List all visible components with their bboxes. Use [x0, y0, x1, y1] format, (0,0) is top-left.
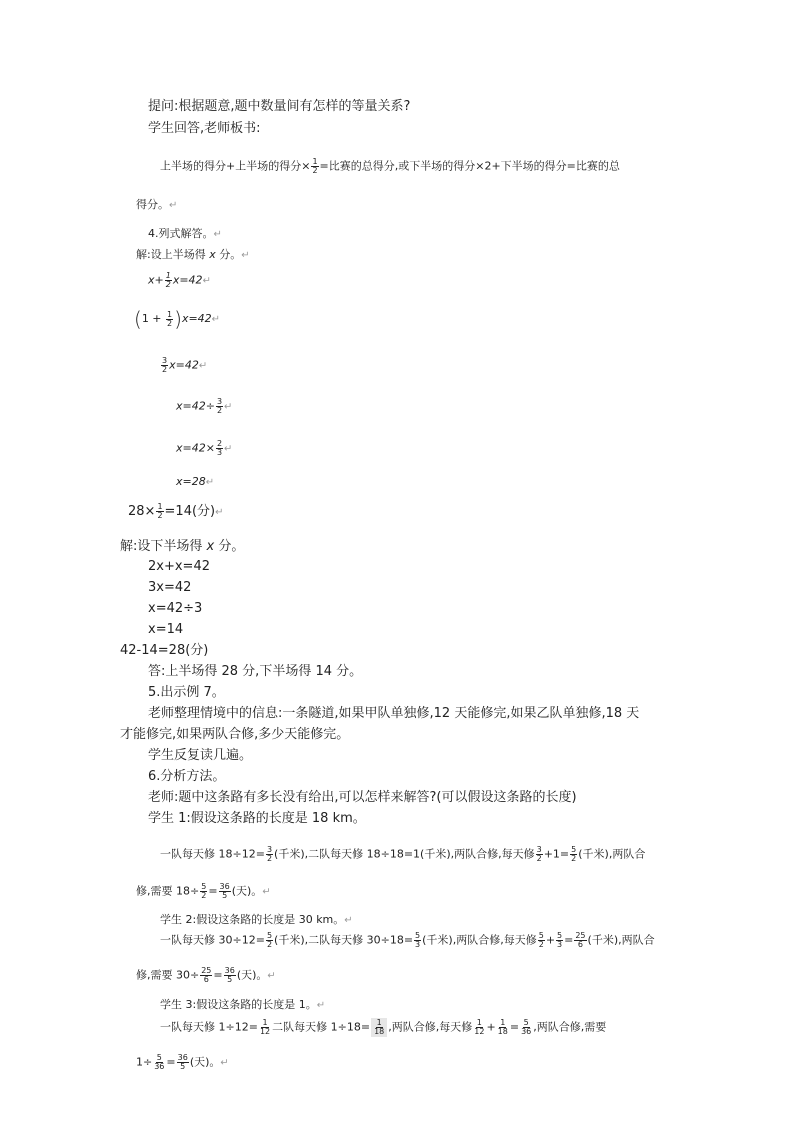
teacher-info-text-2: 才能修完,如果两队合修,多少天能修完。 [120, 727, 350, 742]
let-first-half-line [136, 247, 250, 264]
step-5-text: 5.出示例 7。 [148, 685, 225, 700]
fraction-one-twelfth: $\frac{1}{12}$ [259, 1018, 271, 1036]
s1-text-f: = [208, 884, 218, 898]
s3-text-c: ,两队合修,每天修 [388, 1020, 473, 1034]
eq4-text: x=42÷ [176, 399, 215, 413]
let-text-c: 分。 [215, 248, 242, 261]
paragraph-mark: ↵ [224, 443, 233, 455]
fraction-three-halves: $\frac{3}{2}$ [162, 356, 168, 374]
fraction-thirty-six-fifths: $\frac{36}{5}$ [177, 1053, 188, 1071]
fraction-three-halves: $\frac{3}{2}$ [266, 845, 273, 863]
fraction-half: $\frac{1}{2}$ [165, 271, 171, 289]
equation-f1 [148, 559, 210, 575]
let-text-a: 解:设上半场得 [136, 248, 210, 261]
answer-text: 答:上半场得 28 分,下半场得 14 分。 [148, 664, 363, 679]
student-3-solution [160, 1018, 606, 1037]
relation-continuation [136, 197, 177, 214]
eq2-right: x=42 [181, 312, 212, 325]
s3-text-a: 一队每天修 1÷12= [160, 1020, 258, 1034]
s3-text-b: 二队每天修 1÷18= [272, 1020, 371, 1034]
teacher-question-text: 老师:题中这条路有多长没有给出,可以怎样来解答?(可以假设这条路的长度) [148, 790, 577, 805]
paragraph-mark: ↵ [224, 401, 233, 413]
paragraph-mark: ↵ [220, 1057, 229, 1069]
fraction-one-eighteenth-highlighted: $\frac{1}{18}$ [371, 1018, 387, 1037]
fraction-thirty-six-fifths: $\frac{36}{5}$ [219, 882, 230, 900]
fraction-five-halves: $\frac{5}{2}$ [201, 882, 207, 900]
s1-text-g: (天)。 [231, 884, 263, 898]
student-3-line [160, 997, 325, 1014]
student-1-solution-continuation [136, 883, 271, 901]
eq5-text: x=42× [176, 441, 215, 455]
let2-text-a: 解:设下半场得 [120, 539, 207, 554]
eq1-right: x=42 [172, 273, 203, 287]
equation-f2 [148, 580, 191, 596]
student-3-solution-continuation [136, 1054, 229, 1072]
teacher-info-line [148, 706, 639, 722]
step-4-text: 4.列式解答。 [148, 227, 214, 240]
answer-line [148, 664, 362, 680]
student-2-solution [160, 932, 655, 949]
equation-f5 [120, 643, 208, 659]
fraction-half: $\frac{1}{2}$ [312, 157, 318, 175]
step-6-text: 6.分析方法。 [148, 769, 226, 784]
fraction-twenty-five-sixths: $\frac{25}{6}$ [201, 966, 212, 984]
student-answer-line [148, 121, 261, 137]
paragraph-mark: ↵ [211, 314, 221, 325]
relation-text-a: 上半场的得分+上半场的得分× [160, 159, 311, 173]
fraction-one-twelfth: $\frac{1}{12}$ [474, 1018, 485, 1036]
equation-f3 [148, 601, 202, 617]
relation-end-text: 得分。 [136, 198, 169, 211]
s1-text-d: (千米),两队合 [578, 847, 646, 861]
f3-text: x=42÷3 [148, 601, 203, 616]
student-3-text: 学生 3:假设这条路的长度是 1。 [160, 998, 317, 1011]
let-second-half-line [120, 539, 244, 555]
right-paren: ) [174, 307, 182, 331]
eq7-right: =14(分) [164, 504, 216, 519]
eq1-left: x+ [148, 273, 164, 287]
paragraph-mark: ↵ [169, 200, 178, 211]
s3-text-f: ,两队合修,需要 [533, 1020, 607, 1034]
fraction-three-halves: $\frac{3}{2}$ [216, 397, 223, 415]
teacher-info-text: 老师整理情境中的信息:一条隧道,如果甲队单独修,12 天能修完,如果乙队单独修,18 天 [148, 706, 640, 721]
student-2-line [160, 912, 353, 929]
fraction-five-halves: $\frac{5}{2}$ [571, 845, 577, 863]
fraction-five-thirds: $\frac{5}{3}$ [557, 931, 563, 949]
fraction-five-thirty-sixths: $\frac{5}{36}$ [521, 1018, 532, 1036]
question-line [148, 99, 410, 115]
s3-text-g: 1÷ [136, 1055, 153, 1069]
paragraph-mark: ↵ [267, 970, 276, 982]
fraction-five-halves: $\frac{5}{2}$ [538, 931, 544, 949]
s2-text-h: = [213, 968, 223, 982]
fraction-half: $\frac{1}{2}$ [157, 502, 163, 520]
relation-text-b: =比赛的总得分,或下半场的得分×2+下半场的得分=比赛的总 [319, 159, 620, 173]
question-text: 提问:根据题意,题中数量间有怎样的等量关系? [148, 99, 411, 114]
fraction-three-halves: $\frac{3}{2}$ [536, 845, 542, 863]
s3-text-h: = [166, 1055, 176, 1069]
s2-text-c: (千米),两队合修,每天修 [422, 933, 537, 947]
teacher-info-continuation [120, 727, 349, 743]
f2-text: 3x=42 [148, 580, 192, 595]
equation-7 [128, 503, 224, 521]
paragraph-mark: ↵ [202, 275, 211, 287]
equation-1 [148, 272, 211, 290]
equation-4 [176, 398, 232, 416]
f4-text: x=14 [148, 622, 184, 637]
s3-text-e: = [509, 1020, 520, 1034]
paragraph-mark: ↵ [213, 229, 222, 240]
s2-text-d: + [545, 933, 556, 947]
equation-6 [176, 474, 214, 491]
paragraph-mark: ↵ [241, 250, 250, 261]
paragraph-mark: ↵ [344, 915, 353, 926]
eq3-text: x=42 [169, 358, 199, 372]
s2-text-i: (天)。 [236, 968, 268, 982]
equation-f4 [148, 622, 183, 638]
s2-text-a: 一队每天修 30÷12= [160, 933, 265, 947]
f5-text: 42-14=28(分) [120, 643, 209, 658]
s1-text-c: +1= [543, 847, 570, 861]
student-2-solution-continuation [136, 967, 276, 985]
let2-text-c: 分。 [214, 539, 245, 554]
paragraph-mark: ↵ [205, 477, 215, 488]
fraction-two-thirds: $\frac{2}{3}$ [216, 439, 223, 457]
fraction-twenty-five-sixths: $\frac{25}{6}$ [575, 931, 586, 949]
s3-text-d: + [486, 1020, 496, 1034]
left-paren: ( [134, 307, 142, 331]
step-6-heading [148, 769, 225, 785]
fraction-five-thirds: $\frac{5}{3}$ [415, 931, 421, 949]
s1-text-b: (千米),二队每天修 18÷18=1(千米),两队合修,每天修 [274, 847, 535, 861]
fraction-five-thirty-sixths: $\frac{5}{36}$ [154, 1053, 165, 1071]
fraction-one-eighteenth: $\frac{1}{18}$ [497, 1018, 508, 1036]
eq7-left: 28× [128, 504, 156, 519]
equation-5 [176, 440, 232, 458]
student-1-text: 学生 1:假设这条路的长度是 18 km。 [148, 811, 366, 826]
s2-text-g: 修,需要 30÷ [136, 968, 200, 982]
paragraph-mark: ↵ [215, 507, 224, 518]
student-1-solution [160, 846, 645, 863]
fraction-thirty-six-fifths: $\frac{36}{5}$ [224, 966, 235, 984]
eq2-one-plus: 1 + [141, 312, 166, 325]
student-1-line [148, 811, 366, 827]
s3-text-i: (天)。 [189, 1055, 221, 1069]
step-4-heading [148, 226, 222, 243]
variable-x: x [206, 539, 215, 554]
fraction-five-halves: $\frac{5}{2}$ [266, 931, 273, 949]
paragraph-mark: ↵ [262, 886, 271, 898]
student-answer-text: 学生回答,老师板书: [148, 121, 261, 136]
step-5-heading [148, 685, 225, 701]
students-read-text: 学生反复读几遍。 [148, 748, 253, 763]
fraction-half: $\frac{1}{2}$ [167, 309, 173, 328]
paragraph-mark: ↵ [198, 360, 208, 372]
teacher-question-line [148, 790, 577, 806]
paragraph-mark: ↵ [316, 1000, 326, 1011]
student-2-text: 学生 2:假设这条路的长度是 30 km。 [160, 913, 345, 926]
f1-text: 2x+x=42 [148, 559, 210, 574]
equation-3 [160, 357, 207, 375]
students-read-line [148, 748, 252, 764]
s2-text-e: = [564, 933, 574, 947]
eq6-text: x=28 [176, 475, 206, 488]
s2-text-f: (千米),两队合 [587, 933, 655, 947]
variable-x: x [209, 248, 216, 261]
equation-2 [134, 309, 220, 329]
s1-text-e: 修,需要 18÷ [136, 884, 200, 898]
s1-text-a: 一队每天修 18÷12= [160, 847, 265, 861]
s2-text-b: (千米),二队每天修 30÷18= [274, 933, 414, 947]
equality-relation-line [160, 158, 620, 175]
